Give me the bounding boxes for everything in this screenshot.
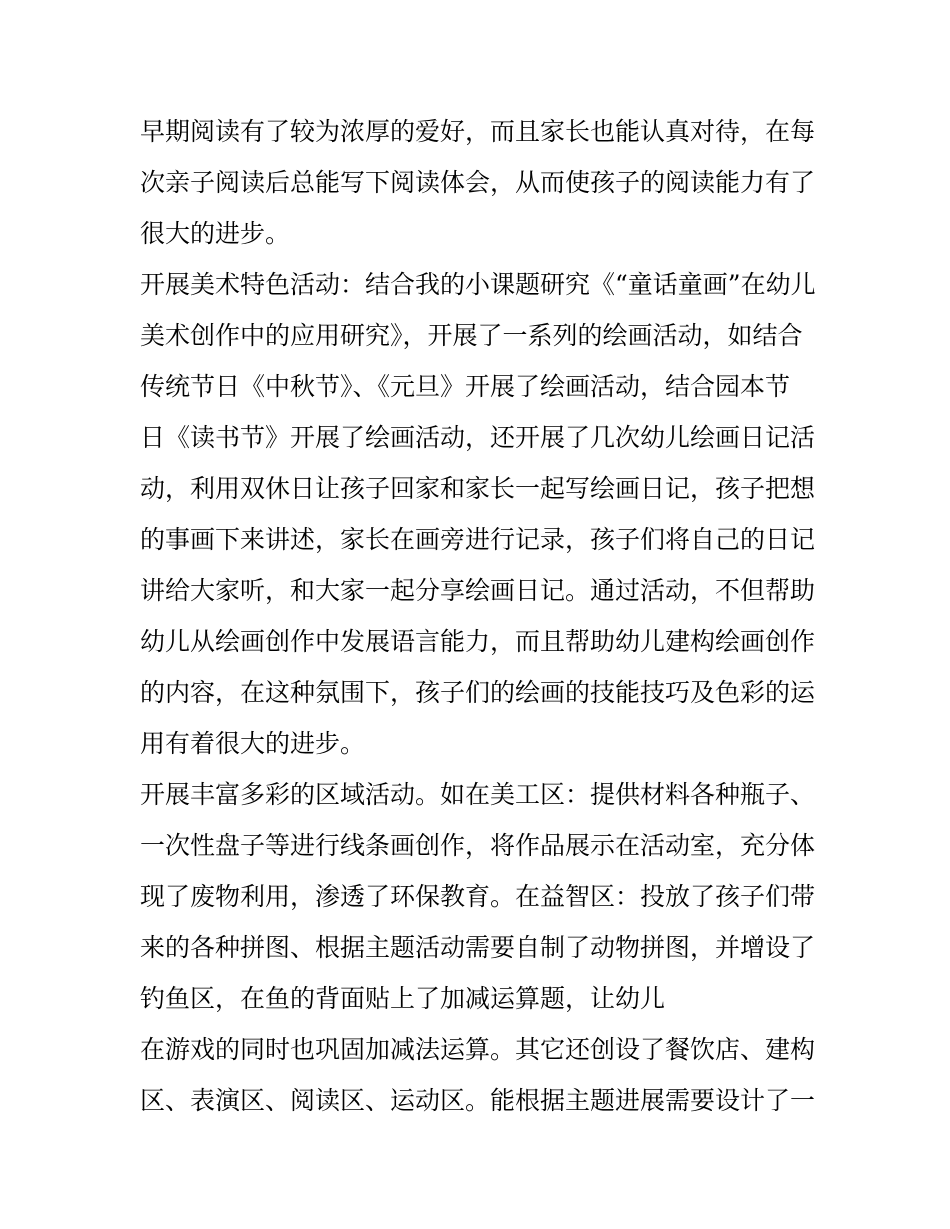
text-line: 开展丰富多彩的区域活动。如在美工区：提供材料各种瓶子、 [140, 780, 816, 809]
text-line: 一次性盘子等进行线条画创作，将作品展示在活动室，充分体 [140, 831, 816, 860]
text-line: 现了废物利用，渗透了环保教育。在益智区：投放了孩子们带 [140, 882, 816, 911]
text-line: 幼儿从绘画创作中发展语言能力，而且帮助幼儿建构绘画创作 [140, 627, 816, 656]
text-line: 钓鱼区，在鱼的背面贴上了加减运算题，让幼儿 [140, 984, 666, 1013]
text-line: 用有着很大的进步。 [140, 729, 366, 758]
text-line: 很大的进步。 [140, 219, 291, 248]
text-line: 来的各种拼图、根据主题活动需要自制了动物拼图，并增设了 [140, 933, 816, 962]
text-line: 讲给大家听，和大家一起分享绘画日记。通过活动，不但帮助 [140, 576, 816, 605]
text-line: 的内容，在这种氛围下，孩子们的绘画的技能技巧及色彩的运 [140, 678, 816, 707]
text-line: 动，利用双休日让孩子回家和家长一起写绘画日记，孩子把想 [140, 474, 816, 503]
text-line: 日《读书节》开展了绘画活动，还开展了几次幼儿绘画日记活 [140, 423, 816, 452]
document-body [140, 106, 820, 1126]
text-line: 次亲子阅读后总能写下阅读体会，从而使孩子的阅读能力有了 [140, 168, 816, 197]
text-line: 传统节日《中秋节》、《元旦》开展了绘画活动，结合园本节 [140, 372, 791, 401]
text-line: 区、表演区、阅读区、运动区。能根据主题进展需要设计了一 [140, 1086, 816, 1115]
text-line: 早期阅读有了较为浓厚的爱好，而且家长也能认真对待，在每 [140, 117, 816, 146]
text-line: 美术创作中的应用研究》，开展了一系列的绘画活动，如结合 [140, 321, 803, 350]
text-line: 的事画下来讲述，家长在画旁进行记录，孩子们将自己的日记 [140, 525, 816, 554]
text-line: 开展美术特色活动：结合我的小课题研究《“童话童画”在幼儿 [140, 270, 816, 299]
text-line: 在游戏的同时也巩固加减法运算。其它还创设了餐饮店、建构 [140, 1035, 816, 1064]
